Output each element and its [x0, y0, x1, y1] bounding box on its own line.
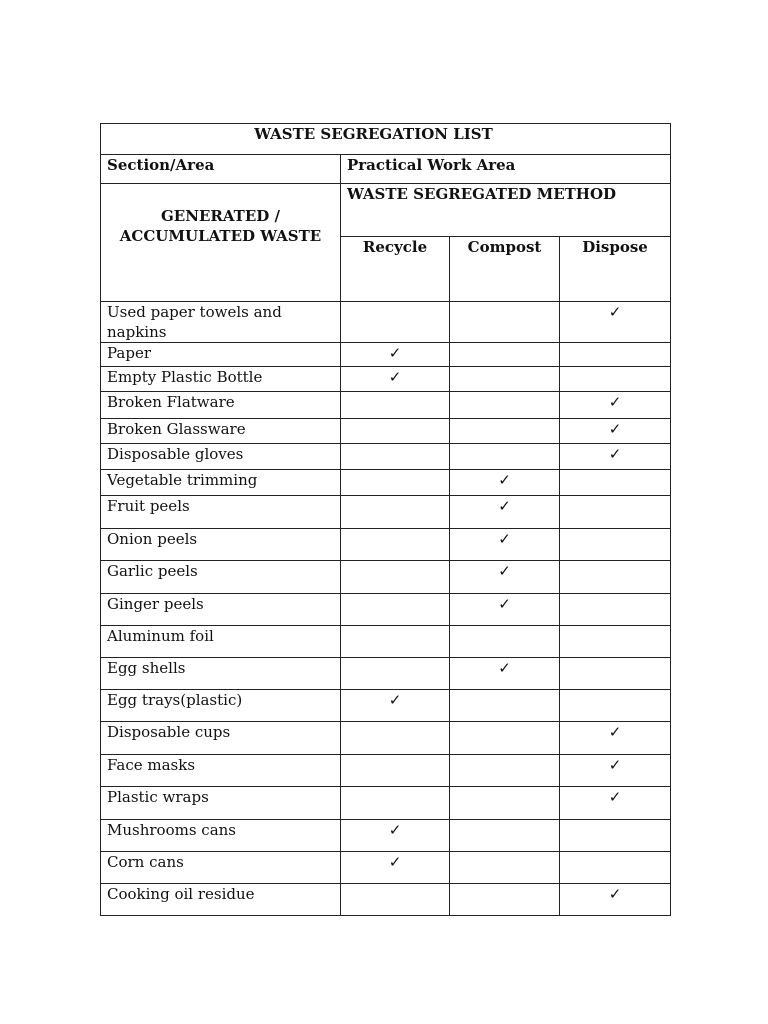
column-header-compost: Compost	[450, 237, 560, 302]
check-cell-dispose	[560, 444, 671, 470]
table-row	[101, 626, 671, 658]
check-cell-compost	[450, 690, 560, 722]
check-cell-compost	[450, 594, 560, 626]
check-cell-recycle	[341, 392, 450, 419]
check-cell-dispose	[560, 755, 671, 787]
check-cell-compost	[450, 470, 560, 496]
waste-item: Used paper towels and napkins	[101, 302, 341, 343]
method-header: WASTE SEGREGATED METHOD	[341, 184, 671, 237]
check-cell-dispose	[560, 820, 671, 852]
check-cell-compost	[450, 302, 560, 343]
check-cell-dispose	[560, 496, 671, 529]
check-cell-compost	[450, 658, 560, 690]
table-row	[101, 392, 671, 419]
table-row	[101, 722, 671, 755]
check-icon: ✓	[608, 393, 622, 411]
column-header-recycle: Recycle	[341, 237, 450, 302]
waste-item: Ginger peels	[101, 594, 341, 626]
waste-item: Fruit peels	[101, 496, 341, 529]
check-cell-recycle	[341, 852, 450, 884]
check-cell-dispose	[560, 722, 671, 755]
generated-waste-header: GENERATED / ACCUMULATED WASTE	[101, 184, 341, 302]
check-cell-recycle	[341, 444, 450, 470]
check-icon: ✓	[608, 445, 622, 463]
waste-item: Disposable cups	[101, 722, 341, 755]
check-icon: ✓	[498, 562, 511, 580]
table-row	[101, 787, 671, 820]
waste-item: Cooking oil residue	[101, 884, 341, 916]
table-row	[101, 302, 671, 343]
section-row	[101, 155, 671, 184]
check-icon: ✓	[498, 595, 511, 613]
check-icon: ✓	[498, 471, 511, 489]
check-cell-recycle	[341, 470, 450, 496]
check-cell-compost	[450, 529, 560, 561]
check-cell-recycle	[341, 594, 450, 626]
waste-item: Broken Glassware	[101, 419, 341, 444]
waste-item: Garlic peels	[101, 561, 341, 594]
check-cell-compost	[450, 561, 560, 594]
check-cell-compost	[450, 755, 560, 787]
check-icon: ✓	[608, 788, 622, 806]
check-cell-compost	[450, 367, 560, 392]
check-cell-compost	[450, 496, 560, 529]
check-icon: ✓	[388, 853, 402, 871]
check-cell-dispose	[560, 658, 671, 690]
check-icon: ✓	[608, 756, 622, 774]
check-cell-compost	[450, 444, 560, 470]
check-cell-dispose	[560, 529, 671, 561]
check-cell-dispose	[560, 884, 671, 916]
waste-item: Disposable gloves	[101, 444, 341, 470]
check-cell-recycle	[341, 561, 450, 594]
check-icon: ✓	[388, 821, 402, 839]
check-cell-compost	[450, 787, 560, 820]
check-cell-recycle	[341, 367, 450, 392]
waste-item: Aluminum foil	[101, 626, 341, 658]
table-row	[101, 594, 671, 626]
check-cell-recycle	[341, 529, 450, 561]
table-row	[101, 444, 671, 470]
waste-item: Egg trays(plastic)	[101, 690, 341, 722]
check-cell-dispose	[560, 561, 671, 594]
table-row	[101, 419, 671, 444]
method-header-row	[101, 184, 671, 237]
check-cell-recycle	[341, 626, 450, 658]
check-cell-dispose	[560, 594, 671, 626]
check-cell-compost	[450, 419, 560, 444]
check-icon: ✓	[388, 368, 402, 386]
check-icon: ✓	[608, 420, 622, 438]
check-cell-recycle	[341, 302, 450, 343]
waste-item: Onion peels	[101, 529, 341, 561]
check-cell-compost	[450, 722, 560, 755]
check-cell-dispose	[560, 419, 671, 444]
table-row	[101, 658, 671, 690]
table-title: WASTE SEGREGATION LIST	[101, 124, 671, 155]
check-cell-compost	[450, 343, 560, 367]
waste-item: Empty Plastic Bottle	[101, 367, 341, 392]
check-cell-recycle	[341, 755, 450, 787]
check-cell-dispose	[560, 470, 671, 496]
column-header-dispose: Dispose	[560, 237, 671, 302]
table-row	[101, 367, 671, 392]
check-cell-recycle	[341, 690, 450, 722]
check-cell-recycle	[341, 343, 450, 367]
check-cell-recycle	[341, 787, 450, 820]
check-cell-dispose	[560, 626, 671, 658]
check-cell-dispose	[560, 392, 671, 419]
check-cell-compost	[450, 852, 560, 884]
check-icon: ✓	[608, 885, 622, 903]
table-row	[101, 343, 671, 367]
table-row	[101, 820, 671, 852]
table-row	[101, 561, 671, 594]
waste-item: Corn cans	[101, 852, 341, 884]
title-row	[101, 124, 671, 155]
check-icon: ✓	[388, 691, 402, 709]
table-row	[101, 852, 671, 884]
check-icon: ✓	[498, 530, 511, 548]
check-cell-recycle	[341, 884, 450, 916]
waste-item: Broken Flatware	[101, 392, 341, 419]
waste-item: Paper	[101, 343, 341, 367]
waste-item: Egg shells	[101, 658, 341, 690]
check-cell-compost	[450, 392, 560, 419]
check-cell-dispose	[560, 343, 671, 367]
waste-item: Mushrooms cans	[101, 820, 341, 852]
check-icon: ✓	[608, 723, 622, 741]
waste-segregation-table	[100, 123, 671, 916]
section-label: Section/Area	[101, 155, 341, 184]
check-cell-recycle	[341, 658, 450, 690]
table-row	[101, 496, 671, 529]
check-cell-compost	[450, 884, 560, 916]
check-cell-compost	[450, 626, 560, 658]
check-cell-dispose	[560, 787, 671, 820]
waste-item: Face masks	[101, 755, 341, 787]
table-row	[101, 690, 671, 722]
check-icon: ✓	[388, 344, 402, 362]
check-cell-recycle	[341, 496, 450, 529]
table-row	[101, 755, 671, 787]
table-row	[101, 470, 671, 496]
waste-item: Plastic wraps	[101, 787, 341, 820]
table-row	[101, 884, 671, 916]
check-cell-dispose	[560, 690, 671, 722]
section-value: Practical Work Area	[341, 155, 671, 184]
check-icon: ✓	[608, 303, 622, 321]
check-cell-dispose	[560, 367, 671, 392]
check-icon: ✓	[498, 659, 511, 677]
check-cell-dispose	[560, 302, 671, 343]
check-cell-compost	[450, 820, 560, 852]
table-row	[101, 529, 671, 561]
check-cell-recycle	[341, 820, 450, 852]
check-cell-recycle	[341, 419, 450, 444]
check-cell-recycle	[341, 722, 450, 755]
waste-item: Vegetable trimming	[101, 470, 341, 496]
check-cell-dispose	[560, 852, 671, 884]
check-icon: ✓	[498, 497, 511, 515]
